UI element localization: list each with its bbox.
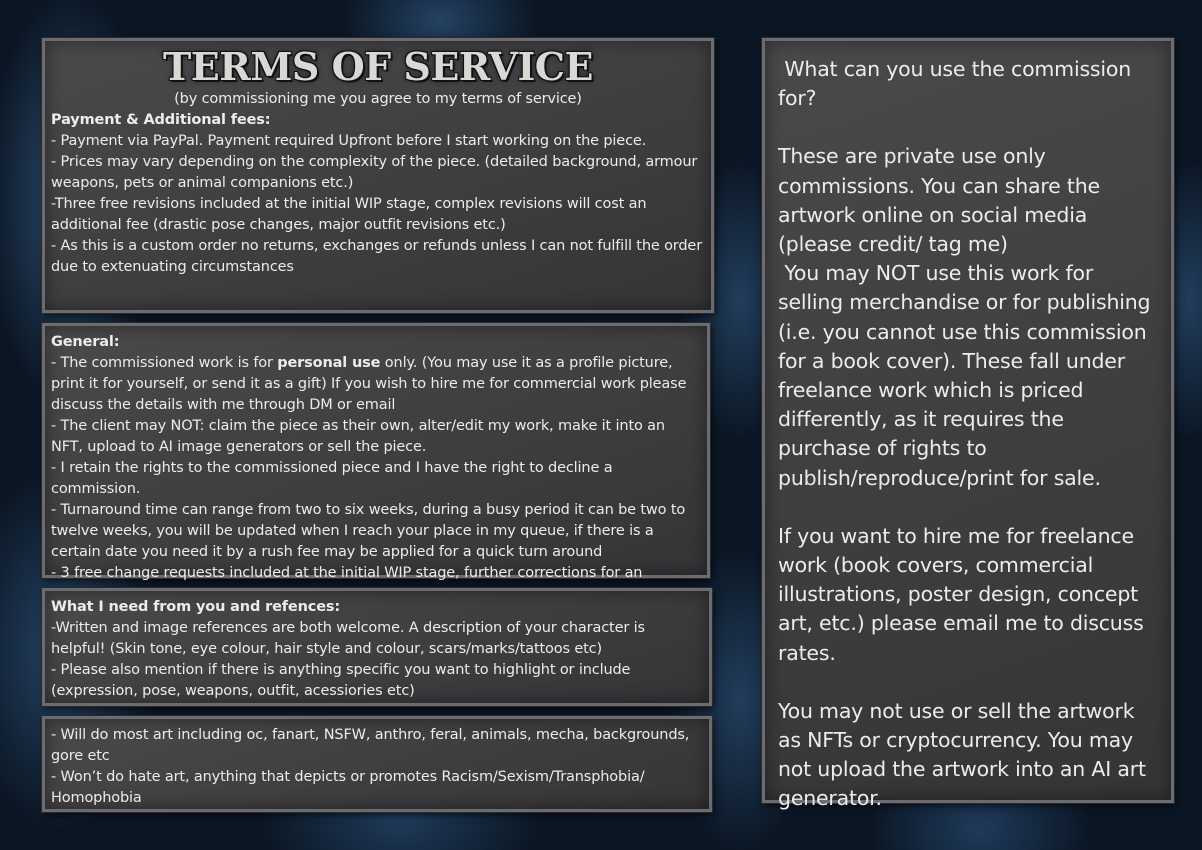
- usage-paragraph: If you want to hire me for freelance work (book covers, commercial illustrations, poster design, concept art, etc.) please email me to discuss rates.: [778, 523, 1144, 665]
- usage-paragraph: You may NOT use this work for selling merchandise or for publishing (i.e. you cannot use this commission for a book cover). These fall under freelance work which is priced differently, as it requires the purchase of rights to publish/reproduce/print for sale.: [778, 261, 1157, 490]
- payment-item: - Payment via PayPal. Payment required Upfront before I start working on the piece.: [51, 133, 647, 149]
- payment-item: -Three free revisions included at the initial WIP stage, complex revisions will cost an additional fee (drastic pose changes, major outfit revisions etc.): [51, 196, 647, 233]
- will-do-item: - Will do most art including oc, fanart, NSFW, anthro, feral, animals, mecha, backgrounds, gore etc: [51, 727, 690, 764]
- general-panel: [42, 323, 710, 581]
- general-item: - Turnaround time can range from two to six weeks, during a busy period it can be two to twelve weeks, you will be updated when I reach your place in my queue, if there is a certain date you need it by a rush fee may be applied for a quick turn around: [51, 502, 686, 560]
- references-heading: What I need from you and refences:: [51, 599, 341, 615]
- page-subtitle: (by commissioning me you agree to my terms of service): [174, 91, 582, 107]
- general-item-text: - The commissioned work is for: [51, 355, 278, 371]
- usage-title: What can you use the commission for?: [778, 57, 1138, 111]
- will-do-panel: [42, 716, 712, 812]
- page-title: TERMS OF SERVICE: [163, 44, 593, 89]
- references-item: - Please also mention if there is anything specific you want to highlight or include (expression, pose, weapons, outfit, acessiories etc): [51, 662, 631, 699]
- references-panel: [42, 588, 712, 706]
- personal-use-emphasis: personal use: [277, 355, 381, 371]
- usage-rights-panel: [762, 38, 1174, 811]
- general-item-text: only. (You may use it as a profile picture, print it for yourself, or send it as a gift) If you wish to hire me for commercial work please discuss the details with me through DM or email: [51, 355, 687, 413]
- spacer: [778, 113, 1159, 142]
- wont-do-item: - Won’t do hate art, anything that depicts or promotes Racism/Sexism/Transphobia/ Homophobia: [51, 769, 645, 806]
- spacer: [778, 493, 1159, 522]
- general-item: [51, 353, 701, 416]
- payment-item: - Prices may vary depending on the complexity of the piece. (detailed background, armour weapons, pets or animal companions etc.): [51, 154, 698, 191]
- references-item: -Written and image references are both welcome. A description of your character is helpful! (Skin tone, eye colour, hair style and colour, scars/marks/tattoos etc): [51, 620, 645, 657]
- general-item: - 3 free change requests included at the initial WIP stage, further corrections for an: [51, 565, 643, 581]
- general-item: - I retain the rights to the commissioned piece and I have the right to decline a commission.: [51, 460, 613, 497]
- terms-of-service-panel: [42, 38, 714, 313]
- payment-heading: Payment & Additional fees:: [51, 112, 271, 128]
- usage-paragraph: These are private use only commissions. You can share the artwork online on social media (please credit/ tag me): [778, 144, 1100, 257]
- spacer: [778, 668, 1159, 697]
- payment-item: - As this is a custom order no returns, exchanges or refunds unless I can not fulfill the order due to extenuating circumstances: [51, 238, 703, 275]
- usage-paragraph: You may not use or sell the artwork as NFTs or cryptocurrency. You may not upload the artwork into an AI art generator.: [778, 698, 1146, 811]
- general-item: - The client may NOT: claim the piece as their own, alter/edit my work, make it into an NFT, upload to AI image generators or sell the piece.: [51, 418, 665, 455]
- general-heading: General:: [51, 334, 120, 350]
